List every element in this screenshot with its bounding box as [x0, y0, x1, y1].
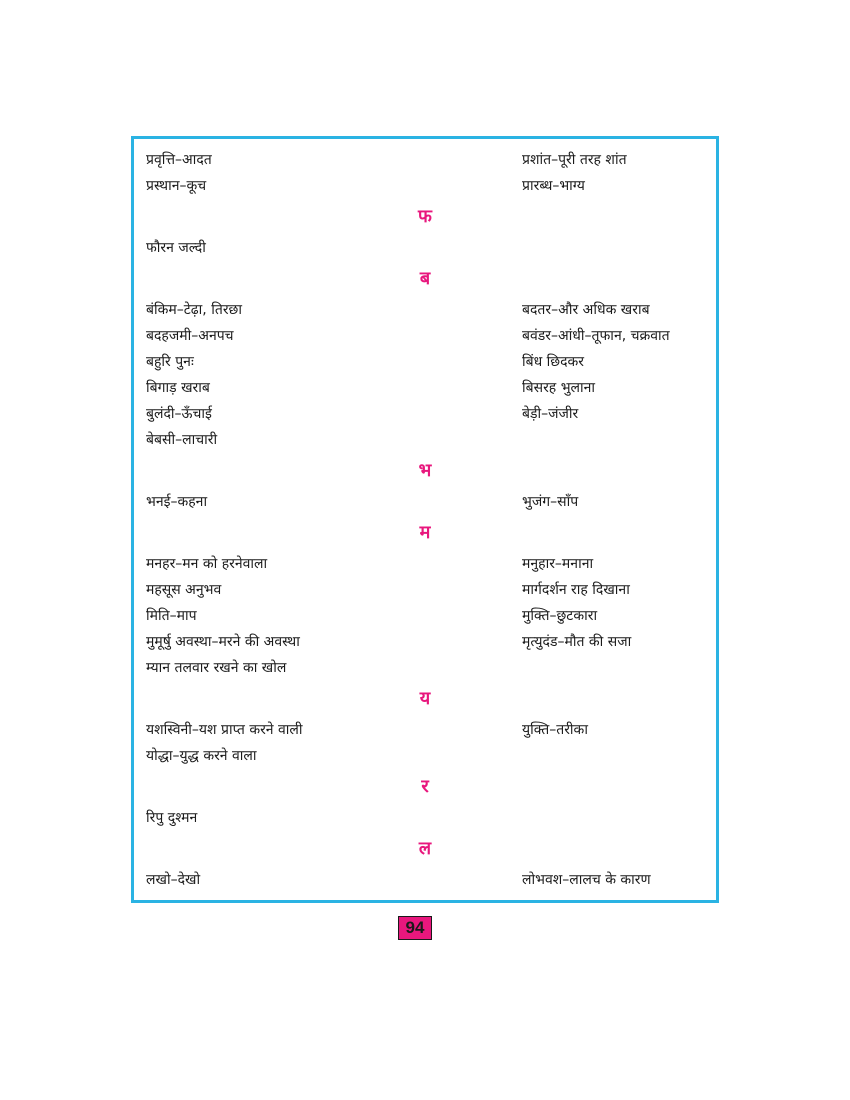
- glossary-term-left: बहुरि पुनः: [146, 354, 194, 370]
- glossary-term-left: प्रस्थान–कूच: [146, 178, 207, 194]
- glossary-term-right: बेड़ी–जंजीर: [522, 406, 579, 422]
- section-letter-heading: य: [419, 688, 431, 709]
- glossary-row: [146, 349, 704, 375]
- glossary-term-right: लोभवश–लालच के कारण: [522, 872, 651, 888]
- glossary-term-left: भनई–कहना: [146, 494, 208, 510]
- section-letter-heading: भ: [418, 460, 432, 481]
- glossary-row: [146, 577, 704, 603]
- glossary-row: [146, 805, 704, 831]
- glossary-row: [146, 603, 704, 629]
- glossary-term-right: बदतर–और अधिक खराब: [522, 302, 650, 318]
- glossary-row: [146, 629, 704, 655]
- glossary-term-left: योद्धा–युद्ध करने वाला: [146, 748, 257, 764]
- glossary-box: [131, 136, 719, 903]
- glossary-term-right: युक्ति–तरीका: [522, 722, 588, 738]
- glossary-row: [146, 147, 704, 173]
- glossary-term-left: म्यान तलवार रखने का खोल: [146, 660, 287, 676]
- glossary-term-left: लखो–देखो: [146, 872, 201, 888]
- glossary-row: [146, 717, 704, 743]
- glossary-term-left: रिपु दुश्मन: [146, 810, 198, 826]
- glossary-row: [146, 427, 704, 453]
- glossary-term-right: बवंडर–आंधी–तूफान, चक्रवात: [522, 328, 670, 344]
- glossary-term-right: मार्गदर्शन राह दिखाना: [522, 582, 630, 598]
- page-number: 94: [398, 916, 432, 940]
- section-letter-heading: र: [421, 776, 429, 797]
- glossary-row: [146, 867, 704, 893]
- glossary-term-left: बुलंदी–ऊँचाई: [146, 406, 212, 422]
- glossary-term-right: भुजंग–साँप: [522, 494, 579, 510]
- glossary-row: [146, 743, 704, 769]
- glossary-term-right: मनुहार–मनाना: [522, 556, 594, 572]
- glossary-list: [146, 147, 704, 893]
- glossary-term-right: बिसरह भुलाना: [522, 380, 596, 396]
- glossary-term-right: प्रशांत–पूरी तरह शांत: [522, 152, 627, 168]
- glossary-term-right: बिंध छिदकर: [522, 354, 585, 370]
- glossary-term-left: महसूस अनुभव: [146, 582, 222, 598]
- glossary-term-left: बिगाड़ खराब: [146, 380, 210, 396]
- section-letter-heading: ब: [419, 268, 431, 289]
- glossary-term-left: यशस्विनी–यश प्राप्त करने वाली: [146, 722, 303, 738]
- glossary-row: [146, 551, 704, 577]
- glossary-row: [146, 235, 704, 261]
- glossary-row: [146, 655, 704, 681]
- glossary-row: [146, 297, 704, 323]
- glossary-row: [146, 401, 704, 427]
- glossary-term-left: बंकिम–टेढ़ा, तिरछा: [146, 302, 242, 318]
- glossary-term-left: बेबसी–लाचारी: [146, 432, 218, 448]
- section-letter-heading: ल: [418, 838, 432, 859]
- section-letter-heading: म: [419, 522, 431, 543]
- glossary-term-left: बदहजमी–अनपच: [146, 328, 234, 344]
- glossary-term-left: मिति–माप: [146, 608, 197, 624]
- glossary-term-right: मुक्ति–छुटकारा: [522, 608, 598, 624]
- glossary-term-right: प्रारब्ध–भाग्य: [522, 178, 585, 194]
- glossary-term-left: फौरन जल्दी: [146, 240, 206, 256]
- glossary-term-left: मुमूर्षु अवस्था–मरने की अवस्था: [146, 634, 300, 650]
- glossary-term-right: मृत्युदंड–मौत की सजा: [522, 634, 632, 650]
- glossary-row: [146, 173, 704, 199]
- glossary-row: [146, 489, 704, 515]
- section-letter-heading: फ: [418, 206, 432, 227]
- glossary-row: [146, 375, 704, 401]
- glossary-row: [146, 323, 704, 349]
- glossary-term-left: मनहर–मन को हरनेवाला: [146, 556, 268, 572]
- glossary-term-left: प्रवृत्ति–आदत: [146, 152, 212, 168]
